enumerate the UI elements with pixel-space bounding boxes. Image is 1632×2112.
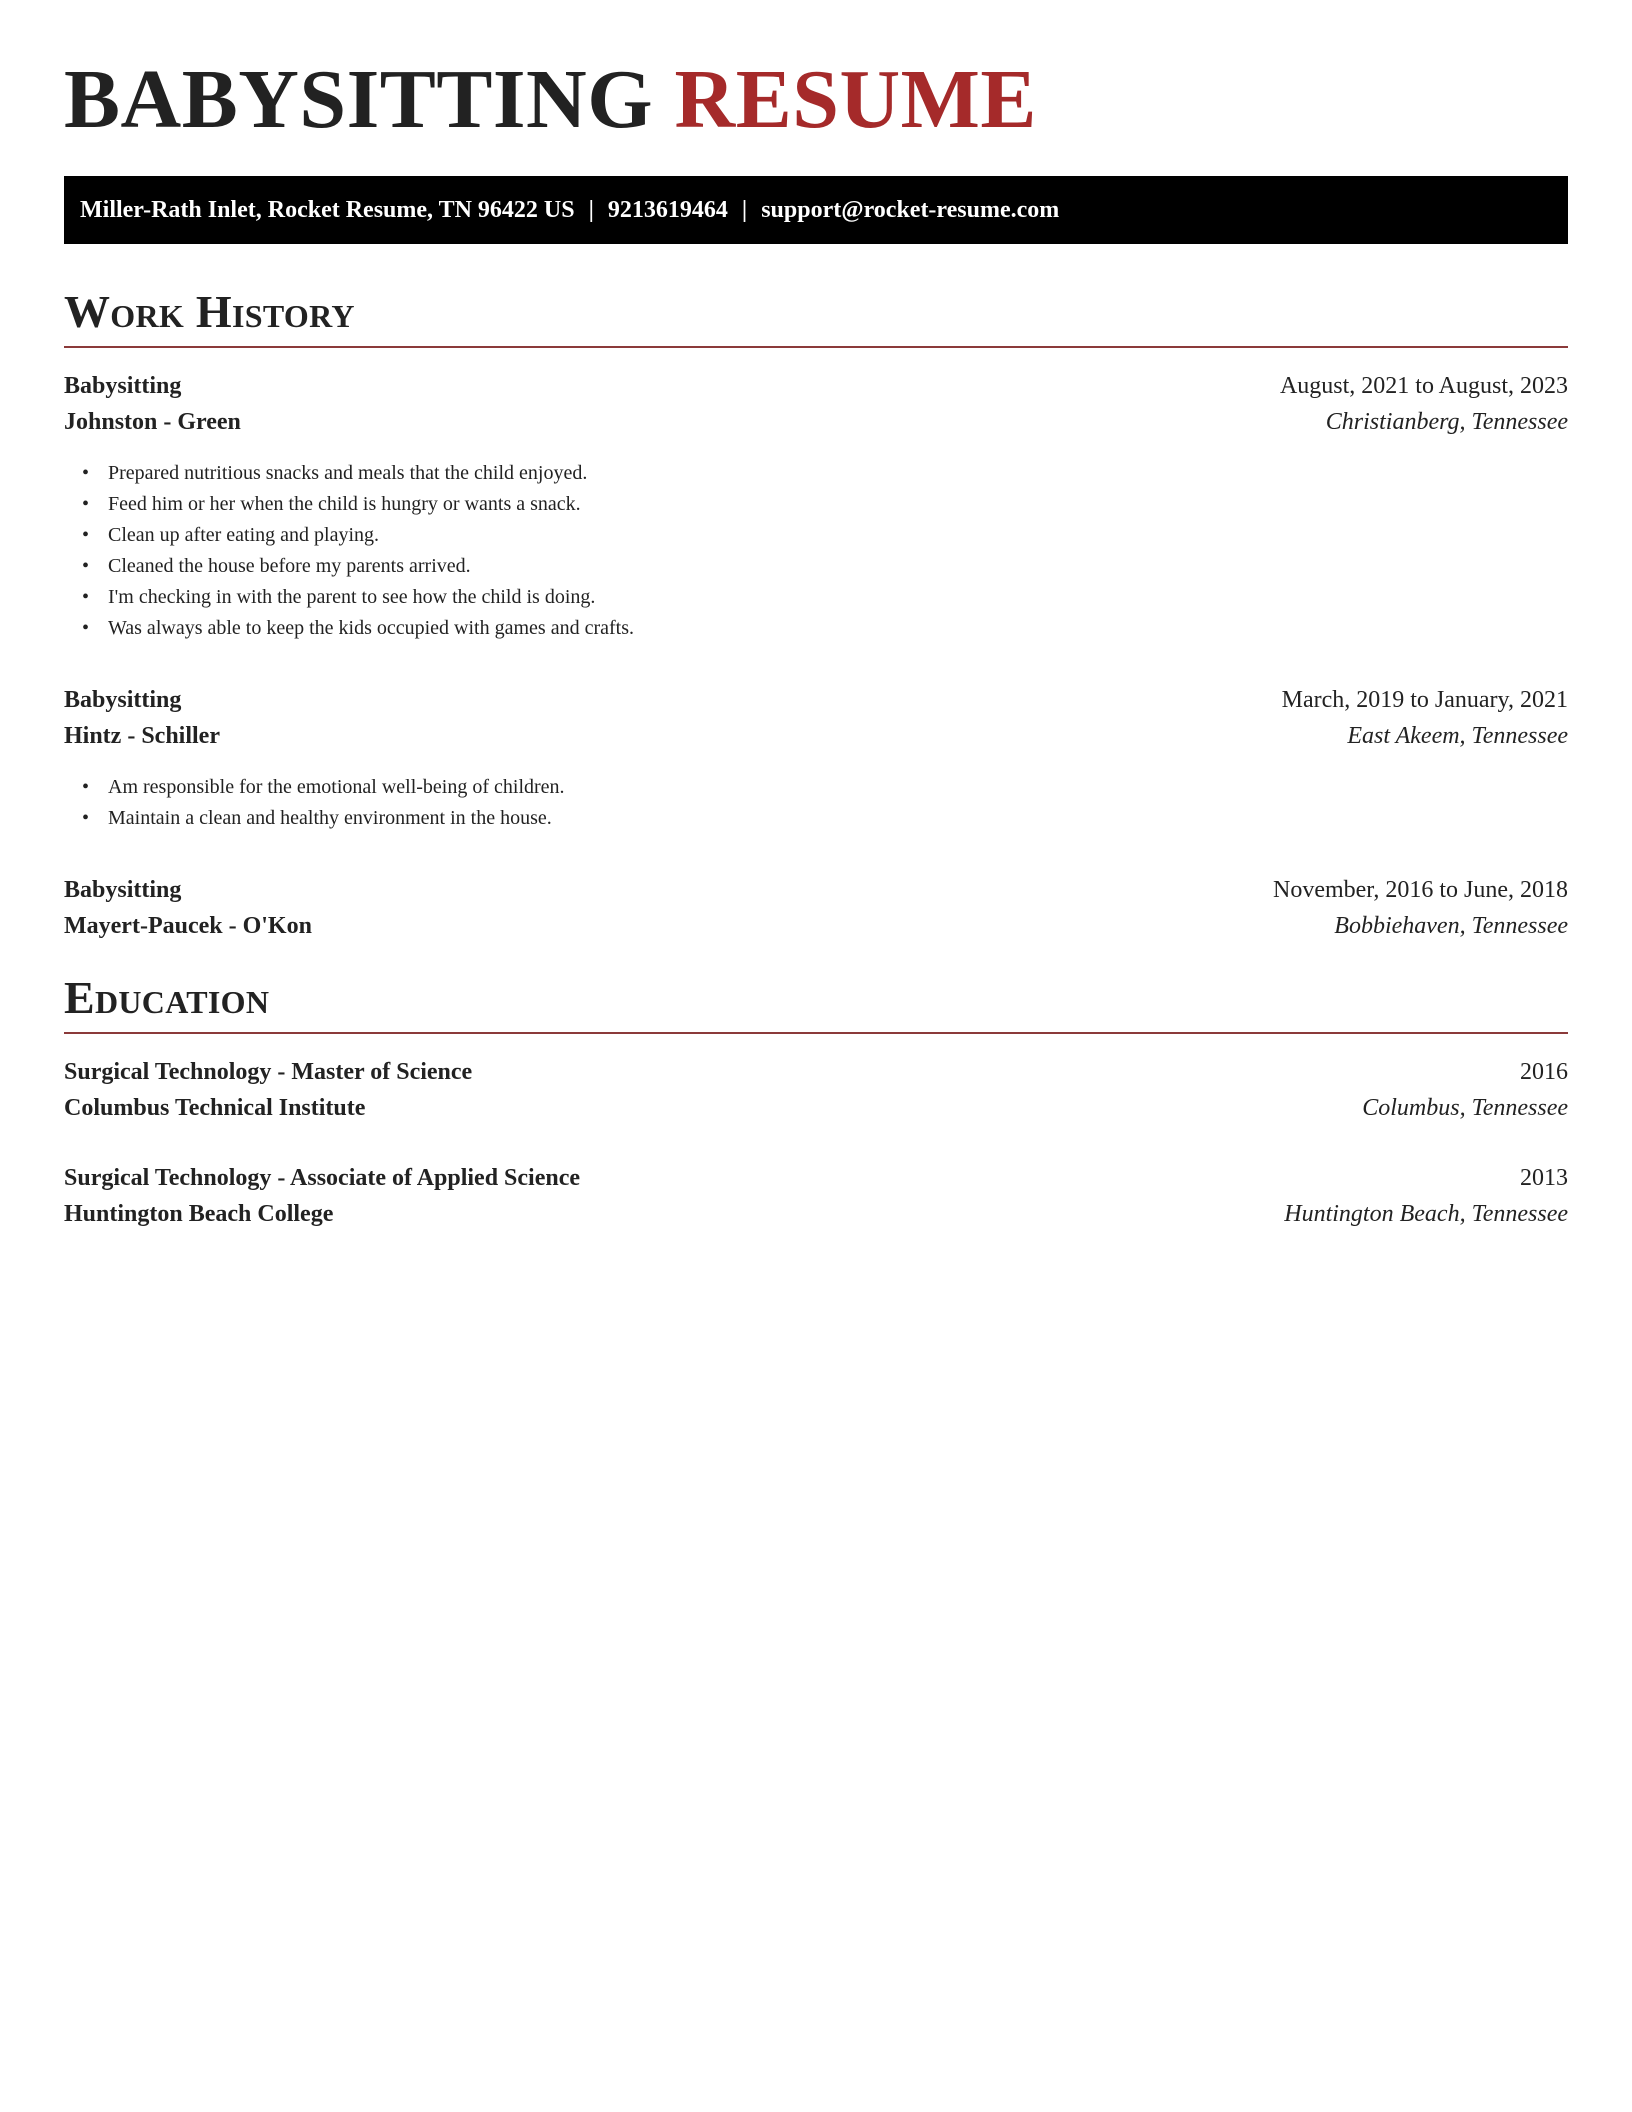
job-header-row [64,872,1568,908]
education-degree: Surgical Technology - Master of Science [64,1059,473,1085]
job-duty: • Maintain a clean and healthy environment in the house. [108,803,1568,834]
education-list [64,1054,1568,1232]
job-header-row [64,368,1568,404]
education-heading: Education [64,970,1568,1034]
job-company: Johnston - Green [64,409,241,435]
job-dates: March, 2019 to January, 2021 [1281,687,1568,713]
job-entry [64,368,1568,644]
education-degree: Surgical Technology - Associate of Applied Science [64,1165,581,1191]
contact-email: support@rocket-resume.com [761,197,1060,223]
job-title: Babysitting [64,373,182,399]
education-degree-row [64,1054,1568,1090]
education-school: Columbus Technical Institute [64,1095,366,1121]
education-school-row [64,1090,1568,1126]
job-duties-list [64,772,1568,834]
title-accent: RESUME [674,53,1037,146]
job-location: Christianberg, Tennessee [1325,409,1568,435]
job-company-row [64,908,1568,944]
job-company: Hintz - Schiller [64,723,220,749]
job-duty: • Am responsible for the emotional well-being of children. [108,772,1568,803]
work-history-heading: Work History [64,284,1568,348]
contact-separator: | [588,197,594,223]
education-school: Huntington Beach College [64,1201,334,1227]
title-main: BABYSITTING [64,53,654,146]
job-location: Bobbiehaven, Tennessee [1334,913,1568,939]
job-company: Mayert-Paucek - O'Kon [64,913,312,939]
education-degree-row [64,1160,1568,1196]
education-entry [64,1054,1568,1126]
job-duty: • I'm checking in with the parent to see how the child is doing. [108,582,1568,613]
resume-page [64,0,1568,1232]
job-dates: November, 2016 to June, 2018 [1273,877,1568,903]
education-school-row [64,1196,1568,1232]
job-duty: • Feed him or her when the child is hungry or wants a snack. [108,489,1568,520]
job-title: Babysitting [64,877,182,903]
job-company-row [64,718,1568,754]
contact-separator: | [741,197,748,223]
job-company-row [64,404,1568,440]
resume-title [64,0,1568,148]
job-header-row [64,682,1568,718]
job-duty: • Clean up after eating and playing. [108,520,1568,551]
job-location: East Akeem, Tennessee [1347,723,1568,749]
job-entry [64,872,1568,944]
education-location: Huntington Beach, Tennessee [1284,1201,1568,1227]
job-duty: • Prepared nutritious snacks and meals that the child enjoyed. [108,458,1568,489]
job-duty: • Cleaned the house before my parents arrived. [108,551,1568,582]
contact-bar [64,176,1568,244]
contact-address: Miller-Rath Inlet, Rocket Resume, TN 96422 US [80,197,575,223]
education-entry [64,1160,1568,1232]
job-title: Babysitting [64,687,182,713]
job-dates: August, 2021 to August, 2023 [1279,373,1568,399]
work-history-list [64,368,1568,944]
job-entry [64,682,1568,834]
job-duties-list [64,458,1568,644]
contact-phone: 9213619464 [607,197,728,223]
education-location: Columbus, Tennessee [1362,1095,1568,1121]
education-year: 2013 [1520,1165,1568,1191]
job-duty: • Was always able to keep the kids occupied with games and crafts. [108,613,1568,644]
education-year: 2016 [1520,1059,1568,1085]
